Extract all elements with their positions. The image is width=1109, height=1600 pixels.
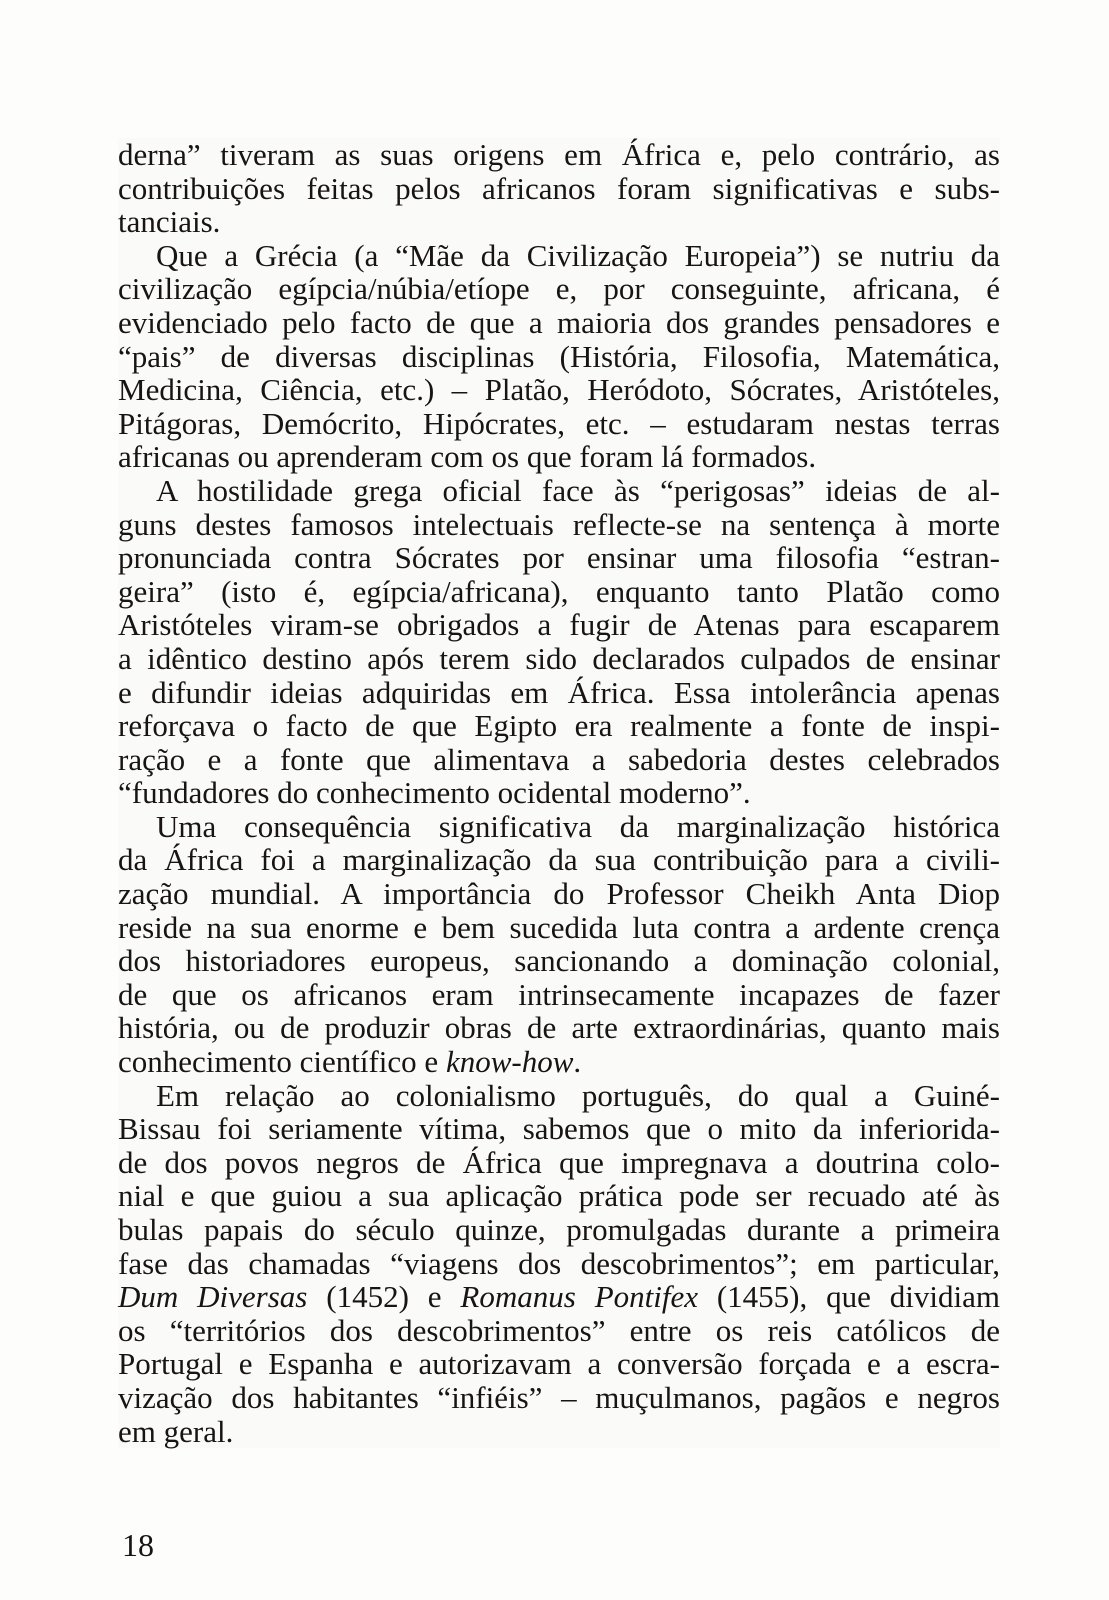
text-line <box>118 1146 1000 1180</box>
text-run: Bissau foi seriamente vítima, sabemos que o mito da inferiorida- <box>118 1111 1000 1147</box>
text-run: Que a Grécia (a “Mãe da Civilização Europeia”) se nutriu da <box>156 237 1000 273</box>
text-line <box>118 642 1000 676</box>
text-line <box>118 272 1000 306</box>
text-run: Portugal e Espanha e autorizavam a conversão forçada e a escra- <box>118 1346 1000 1382</box>
italic-text-run: Dum Diversas <box>118 1279 308 1315</box>
text-run: “pais” de diversas disciplinas (História, Filosofia, Matemática, <box>118 338 1000 374</box>
text-run: e difundir ideias adquiridas em África. Essa intolerância apenas <box>118 674 1000 710</box>
text-line <box>118 575 1000 609</box>
text-line <box>118 877 1000 911</box>
text-run: nial e que guiou a sua aplicação prática pode ser recuado até às <box>118 1178 1000 1214</box>
text-run: bulas papais do século quinze, promulgadas durante a primeira <box>118 1212 1000 1247</box>
page-number: 18 <box>122 1527 154 1563</box>
text-run: (1455), que dividiam <box>697 1279 1000 1315</box>
text-line <box>118 1079 1000 1113</box>
text-line <box>118 1381 1000 1415</box>
text-line <box>118 407 1000 441</box>
text-run: “fundadores do conhecimento ocidental moderno”. <box>118 775 751 811</box>
text-run: vização dos habitantes “infiéis” – muçulmanos, pagãos e negros <box>118 1379 1000 1415</box>
text-run: contribuições feitas pelos africanos foram significativas e subs- <box>118 170 1000 206</box>
text-line <box>118 1247 1000 1281</box>
text-line <box>118 676 1000 710</box>
text-run: de dos povos negros de África que impregnava a doutrina colo- <box>118 1144 1000 1180</box>
text-run: africanas ou aprenderam com os que foram lá formados. <box>118 439 817 475</box>
text-run: ração e a fonte que alimentava a sabedoria destes celebrados <box>118 741 1000 777</box>
text-line <box>118 709 1000 743</box>
text-run: pronunciada contra Sócrates por ensinar uma filosofia “estran- <box>118 540 1000 576</box>
text-run: Aristóteles viram-se obrigados a fugir de Atenas para escaparem <box>118 607 1000 643</box>
text-line <box>118 1280 1000 1314</box>
text-run: Uma consequência significativa da marginalização histórica <box>156 808 1000 844</box>
text-line <box>118 373 1000 407</box>
text-run: geira” (isto é, egípcia/africana), enquanto tanto Platão como <box>118 573 1000 609</box>
text-run: história, ou de produzir obras de arte extraordinárias, quanto mais <box>118 1010 1000 1046</box>
text-line <box>118 1011 1000 1045</box>
text-line <box>118 306 1000 340</box>
text-line <box>118 440 1000 474</box>
text-run: A hostilidade grega oficial face às “perigosas” ideias de al- <box>156 472 1000 508</box>
paragraph <box>118 1079 1000 1449</box>
text-line <box>118 1415 1000 1449</box>
text-run: evidenciado pelo facto de que a maioria dos grandes pensadores e <box>118 304 1000 340</box>
text-run: a idêntico destino após terem sido declarados culpados de ensinar <box>118 640 1000 676</box>
text-line <box>118 474 1000 508</box>
text-run: os “territórios dos descobrimentos” entre os reis católicos de <box>118 1312 1000 1348</box>
text-run: da África foi a marginalização da sua contribuição para a civili- <box>118 842 1000 878</box>
text-run: reforçava o facto de que Egipto era realmente a fonte de inspi- <box>118 708 1000 744</box>
text-line <box>118 138 1000 172</box>
text-run: (1452) e <box>307 1279 461 1315</box>
text-line <box>118 1179 1000 1213</box>
text-line <box>118 978 1000 1012</box>
text-line <box>118 608 1000 642</box>
paragraph <box>118 474 1000 810</box>
text-run: . <box>573 1044 582 1080</box>
text-line <box>118 541 1000 575</box>
text-run: fase das chamadas “viagens dos descobrimentos”; em particular, <box>118 1245 1000 1281</box>
text-run: derna” tiveram as suas origens em África e, pelo contrário, as <box>118 137 1000 172</box>
text-line <box>118 776 1000 810</box>
text-line <box>118 1045 1000 1079</box>
text-line <box>118 843 1000 877</box>
text-run: Medicina, Ciência, etc.) – Platão, Heródoto, Sócrates, Aristóteles, <box>118 372 1000 408</box>
paragraph <box>118 239 1000 474</box>
text-line <box>118 172 1000 206</box>
text-line <box>118 911 1000 945</box>
text-run: Em relação ao colonialismo português, do qual a Guiné- <box>156 1077 1000 1113</box>
text-run: civilização egípcia/núbia/etíope e, por conseguinte, africana, é <box>118 271 1000 307</box>
text-line <box>118 1314 1000 1348</box>
text-line <box>118 1213 1000 1247</box>
text-run: tanciais. <box>118 204 221 240</box>
text-run: zação mundial. A importância do Professor Cheikh Anta Diop <box>118 876 1000 912</box>
italic-text-run: Romanus Pontifex <box>460 1279 698 1315</box>
text-run: em geral. <box>118 1413 234 1449</box>
italic-text-run: know-how <box>445 1044 574 1080</box>
text-line <box>118 1112 1000 1146</box>
text-line <box>118 239 1000 273</box>
text-line <box>118 508 1000 542</box>
text-run: conhecimento científico e <box>118 1044 446 1080</box>
text-block <box>118 138 1000 1448</box>
text-run: guns destes famosos intelectuais reflecte-se na sentença à morte <box>118 506 1000 542</box>
text-run: reside na sua enorme e bem sucedida luta contra a ardente crença <box>118 909 1000 945</box>
text-line <box>118 1347 1000 1381</box>
text-run: dos historiadores europeus, sancionando a dominação colonial, <box>118 943 1000 979</box>
text-run: de que os africanos eram intrinsecamente incapazes de fazer <box>118 976 1000 1012</box>
text-line <box>118 205 1000 239</box>
text-line <box>118 944 1000 978</box>
text-line <box>118 810 1000 844</box>
text-line <box>118 743 1000 777</box>
text-run: Pitágoras, Demócrito, Hipócrates, etc. – estudaram nestas terras <box>118 405 1000 441</box>
paragraph <box>118 810 1000 1079</box>
paragraph <box>118 138 1000 239</box>
text-line <box>118 340 1000 374</box>
